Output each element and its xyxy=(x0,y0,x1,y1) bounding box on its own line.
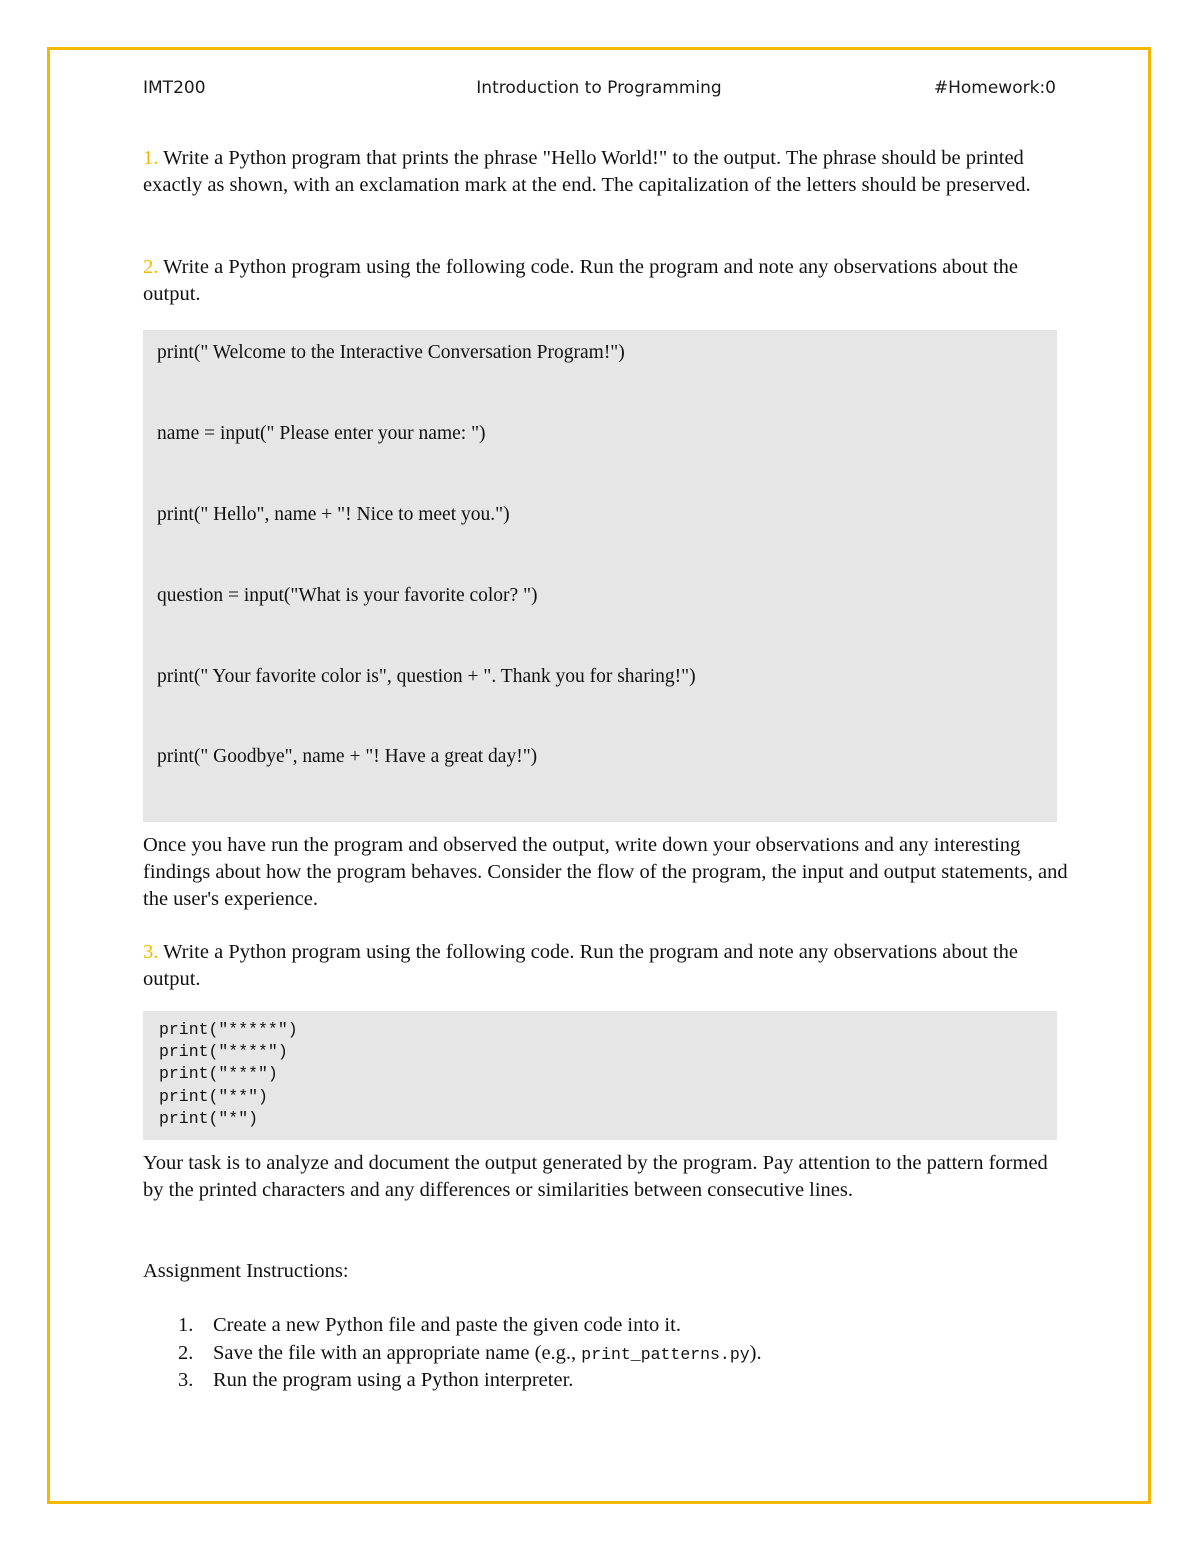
code-line: print("*") xyxy=(159,1108,259,1128)
code-line: print("**") xyxy=(159,1086,268,1106)
question-2 xyxy=(143,254,1068,308)
code-line: print(" Welcome to the Interactive Conversation Program!") xyxy=(157,342,625,363)
list-item-number: 1. xyxy=(178,1314,194,1336)
question-2-text: Write a Python program using the following code. Run the program and note any observations about the output. xyxy=(143,256,1018,305)
question-3-text: Write a Python program using the following code. Run the program and note any observations about the output. xyxy=(143,941,1018,990)
instructions-heading: Assignment Instructions: xyxy=(143,1260,349,1282)
code-line: print("****") xyxy=(159,1042,288,1062)
question-3-number: 3. xyxy=(143,941,159,963)
question-2-followup: Once you have run the program and observed the output, write down your observations and any interesting findings about how the program behaves. Consider the flow of the program, the input and output statements, and the user's experience. xyxy=(143,834,1068,910)
list-item-text: ). xyxy=(749,1341,762,1364)
course-code: IMT200 xyxy=(143,78,206,98)
code-line: print(" Hello", name + "! Nice to meet you.") xyxy=(157,504,510,525)
list-item-number: 2. xyxy=(178,1341,194,1364)
inline-code: print_patterns.py xyxy=(581,1344,750,1364)
list-item xyxy=(143,1312,1068,1340)
question-3 xyxy=(143,939,1068,993)
question-3-followup: Your task is to analyze and document the output generated by the program. Pay attention to the pattern formed by the printed characters and any differences or similarities between consecutive lines. xyxy=(143,1152,1048,1201)
question-1-text: Write a Python program that prints the phrase "Hello World!" to the output. The phrase should be printed exactly as shown, with an exclamation mark at the end. The capitalization of the letters should be preserved. xyxy=(143,147,1031,196)
list-item-text: Save the file with an appropriate name (e.g., xyxy=(213,1341,582,1364)
question-1-number: 1. xyxy=(143,147,159,169)
code-block-pattern xyxy=(143,1011,1057,1140)
list-item-number: 3. xyxy=(178,1369,194,1391)
document-page xyxy=(47,47,1151,1504)
code-line: print(" Goodbye", name + "! Have a great day!") xyxy=(157,746,538,767)
code-line: print("*****") xyxy=(159,1020,298,1039)
code-line: name = input(" Please enter your name: ") xyxy=(157,423,486,444)
list-item-text: Create a new Python file and paste the given code into it. xyxy=(213,1314,681,1336)
code-line: question = input("What is your favorite color? ") xyxy=(157,585,538,606)
list-item-text: Run the program using a Python interpreter. xyxy=(213,1369,574,1391)
course-title: Introduction to Programming xyxy=(476,78,722,98)
code-block-conversation xyxy=(143,330,1057,822)
homework-number: #Homework:0 xyxy=(933,78,1056,98)
question-1 xyxy=(143,145,1068,199)
instructions-list xyxy=(143,1312,1068,1395)
list-item xyxy=(143,1367,1068,1395)
question-2-number: 2. xyxy=(143,256,159,278)
code-line: print("***") xyxy=(159,1064,278,1084)
code-line: print(" Your favorite color is", question + ". Thank you for sharing!") xyxy=(157,666,696,687)
list-item xyxy=(143,1340,1068,1368)
